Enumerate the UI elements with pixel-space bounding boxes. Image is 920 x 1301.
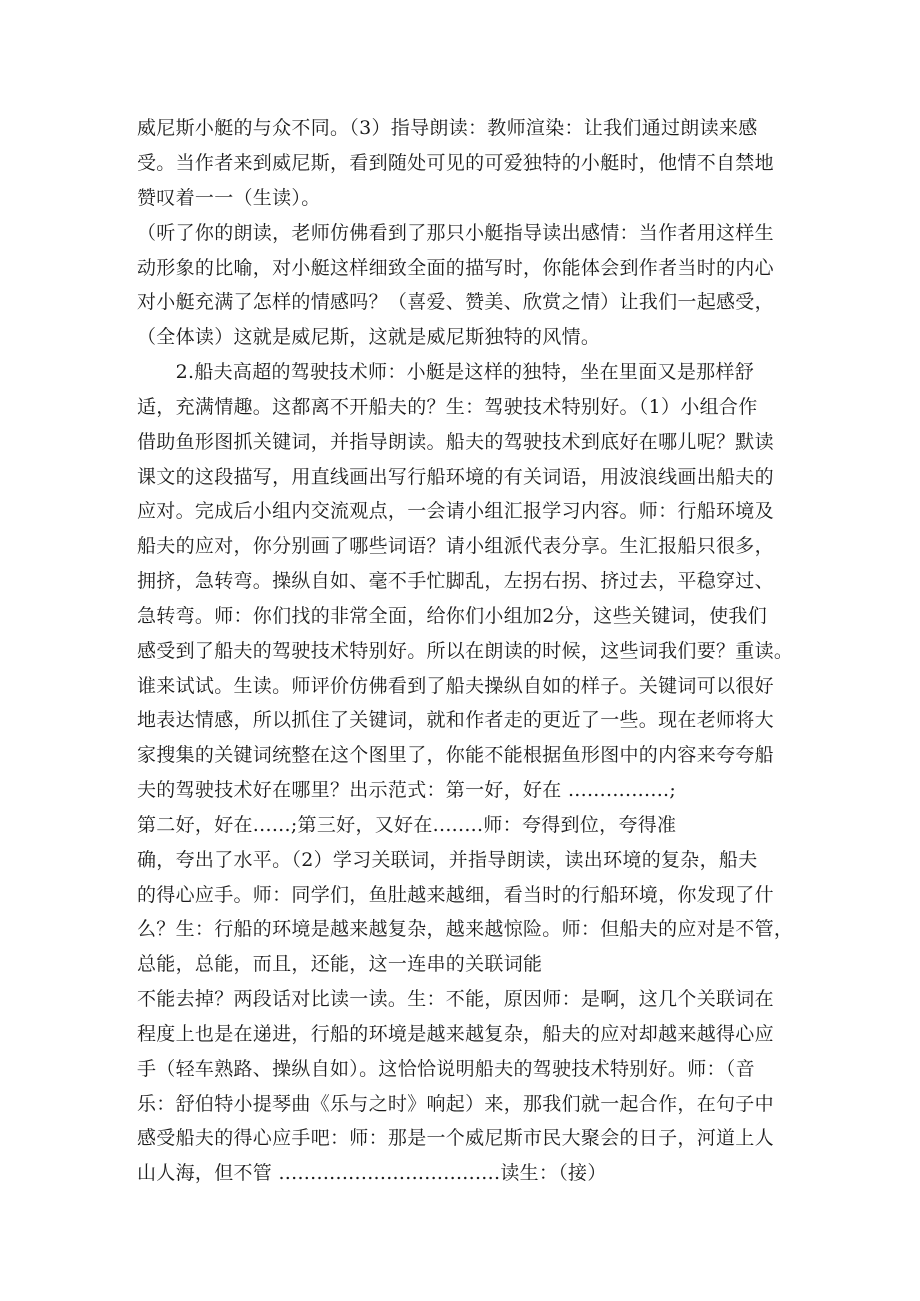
text-line: 动形象的比喻，对小艇这样细致全面的描写时，你能体会到作者当时的内心 — [137, 257, 774, 279]
text-line: 地表达情感，所以抓住了关键词，就和作者走的更近了一些。现在老师将大 — [137, 709, 774, 731]
text-line: 家搜集的关键词统整在这个图里了，你能不能根据鱼形图中的内容来夸夸船 — [137, 744, 774, 766]
text-line: 么？生：行船的环境是越来越复杂，越来越惊险。师：但船夫的应对是不管， — [137, 918, 794, 940]
text-line: 应对。完成后小组内交流观点，一会请小组汇报学习内容。师：行船环境及 — [137, 500, 774, 522]
text-line: 手（轻车熟路、操纵自如）。这恰恰说明船夫的驾驶技术特别好。师：（音 — [137, 1058, 755, 1080]
text-line: （全体读）这就是威尼斯，这就是威尼斯独特的风情。 — [137, 326, 601, 348]
text-line: 威尼斯小艇的与众不同。（3）指导朗读：教师渲染：让我们通过朗读来感 — [137, 117, 758, 139]
text-line: （听了你的朗读，老师仿佛看到了那只小艇指导读出感情：当作者用这样生 — [137, 222, 774, 244]
text-line: 对小艇充满了怎样的情感吗？（喜爱、赞美、欣赏之情）让我们一起感受， — [137, 291, 774, 313]
text-line: 乐：舒伯特小提琴曲《乐与之时》响起）来，那我们就一起合作，在句子中 — [137, 1093, 774, 1115]
text-line: 适，充满情趣。这都离不开船夫的？生：驾驶技术特别好。（1）小组合作 — [137, 396, 758, 418]
text-line: 拥挤，急转弯。操纵自如、毫不手忙脚乱，左拐右拐、挤过去，平稳穿过、 — [137, 570, 774, 592]
text-line: 感受到了船夫的驾驶技术特别好。所以在朗读的时候，这些词我们要？重读。 — [137, 640, 794, 662]
text-line: 课文的这段描写，用直线画出写行船环境的有关词语，用波浪线画出船夫的 — [137, 466, 774, 488]
text-line: 2.船夫高超的驾驶技术师：小艇是这样的独特，坐在里面又是那样舒 — [137, 361, 755, 383]
text-line: 总能，总能，而且，还能，这一连串的关联词能 — [137, 953, 543, 975]
text-line: 受。当作者来到威尼斯，看到随处可见的可爱独特的小艇时，他情不自禁地 — [137, 152, 774, 174]
text-line: 船夫的应对，你分别画了哪些词语？请小组派代表分享。生汇报船只很多， — [137, 535, 774, 557]
text-line: 确，夸出了水平。（2）学习关联词，并指导朗读，读出环境的复杂，船夫 — [137, 849, 758, 871]
text-line: 借助鱼形图抓关键词，并指导朗读。船夫的驾驶技术到底好在哪儿呢？默读 — [137, 431, 774, 453]
text-line: 赞叹着一一（生读）。 — [137, 187, 321, 209]
text-line: 第二好，好在......;第三好，又好在........师：夸得到位，夸得准 — [137, 814, 677, 836]
text-line: 程度上也是在递进，行船的环境是越来越复杂，船夫的应对却越来越得心应 — [137, 1023, 774, 1045]
text-line: 夫的驾驶技术好在哪里？出示范式：第一好，好在 ................; — [137, 779, 677, 801]
text-line: 的得心应手。师：同学们，鱼肚越来越细，看当时的行船环境，你发现了什 — [137, 884, 774, 906]
text-line: 不能去掉？两段话对比读一读。生：不能，原因师：是啊，这几个关联词在 — [137, 988, 774, 1010]
text-line: 感受船夫的得心应手吧：师：那是一个威尼斯市民大聚会的日子，河道上人 — [137, 1127, 774, 1149]
text-line: 山人海，但不管 ...................................读生：（接） — [137, 1162, 607, 1184]
text-line: 急转弯。师：你们找的非常全面，给你们小组加2分，这些关键词，使我们 — [137, 605, 767, 627]
text-line: 谁来试试。生读。师评价仿佛看到了船夫操纵自如的样子。关键词可以很好 — [137, 675, 774, 697]
